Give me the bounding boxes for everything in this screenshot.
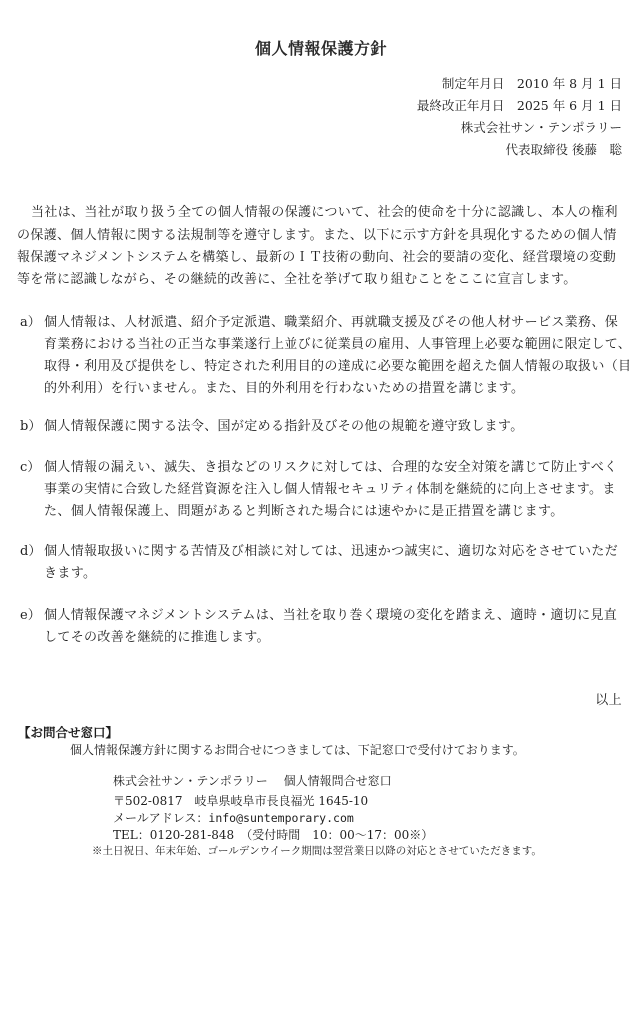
- email-link[interactable]: info@suntemporary.com: [208, 811, 354, 825]
- policy-label: d）: [20, 544, 42, 559]
- revised-date: 2025 年 6 月 1 日: [516, 98, 622, 113]
- policy-line: 育業務における当社の正当な事業遂行上並びに従業員の雇用、人事管理上必要な範囲に限定して、: [44, 337, 632, 352]
- policy-line: 個人情報保護に関する法令、国が定める指針及びその他の規範を遵守致します。: [44, 419, 524, 434]
- policy-line: 事業の実情に合致した経営資源を注入し個人情報セキュリティ体制を継続的に向上させます。ま: [44, 482, 616, 497]
- email-label: メールアドレス：: [113, 811, 209, 825]
- revised-label: 最終改正年月日: [416, 98, 505, 113]
- contact-heading: 【お問合せ窓口】: [18, 725, 119, 740]
- contact-intro: 個人情報保護方針に関するお問合せにつきましては、下記窓口で受付けております。: [70, 743, 525, 757]
- intro-line: 報保護マネジメントシステムを構築し、最新のＩＴ技術の動向、社会的要請の変化、経営環境の変動: [17, 250, 617, 265]
- representative-name: 代表取締役 後藤 聡: [505, 142, 622, 157]
- policy-line: 個人情報は、人材派遣、紹介予定派遣、職業紹介、再就職支援及びその他人材サービス業務、保: [44, 315, 619, 330]
- closing-mark: 以上: [595, 693, 622, 708]
- contact-address: 〒502-0817 岐阜県岐阜市長良福光 1645-10: [113, 794, 369, 808]
- established-label: 制定年月日: [441, 76, 505, 91]
- policy-line: 的外利用）を行いません。また、目的外利用を行わないための措置を講じます。: [44, 381, 525, 396]
- policy-label: c）: [20, 460, 41, 475]
- policy-line: 個人情報保護マネジメントシステムは、当社を取り巻く環境の変化を踏まえ、適時・適切に見直: [44, 608, 618, 623]
- contact-note: ※土日祝日、年末年始、ゴールデンウイーク期間は翌営業日以降の対応とさせていただきます。: [92, 845, 542, 857]
- contact-tel[interactable]: TEL：0120-281-848 （受付時間 10：00〜17：00※）: [113, 828, 434, 842]
- policy-line: 取得・利用及び提供をし、特定された利用目的の達成に必要な範囲を超えた個人情報の取扱い（目: [44, 359, 632, 374]
- policy-line: 個人情報の漏えい、滅失、き損などのリスクに対しては、合理的な安全対策を講じて防止すべく: [44, 460, 618, 475]
- policy-line: してその改善を継続的に推進します。: [44, 630, 270, 645]
- company-name: 株式会社サン・テンポラリー: [460, 120, 622, 135]
- policy-label: a）: [20, 315, 41, 330]
- established-row: [442, 78, 622, 91]
- policy-label: b）: [20, 419, 42, 434]
- policy-line: きます。: [44, 566, 97, 581]
- established-date: 2010 年 8 月 1 日: [516, 76, 622, 91]
- intro-line: 等を常に認識しながら、その継続的改善に、全社を挙げて取り組むことをここに宣言します。: [17, 272, 577, 287]
- revised-row: [417, 100, 622, 113]
- policy-label: e）: [20, 608, 41, 623]
- page-title: 個人情報保護方針: [254, 39, 387, 58]
- intro-line: 当社は、当社が取り扱う全ての個人情報の保護について、社会的使命を十分に認識し、本人の権利: [31, 205, 618, 220]
- intro-line: の保護、個人情報に関する法規制等を遵守します。また、以下に示す方針を具現化するための個人情: [17, 228, 617, 243]
- contact-email-row: [113, 812, 354, 825]
- contact-desk: 株式会社サン・テンポラリー 個人情報問合せ窓口: [113, 774, 392, 788]
- policy-line: 個人情報取扱いに関する苦情及び相談に対しては、迅速かつ誠実に、適切な対応をさせていただ: [44, 544, 619, 559]
- policy-line: た、個人情報保護上、問題があると判断された場合には速やかに是正措置を講じます。: [44, 504, 564, 519]
